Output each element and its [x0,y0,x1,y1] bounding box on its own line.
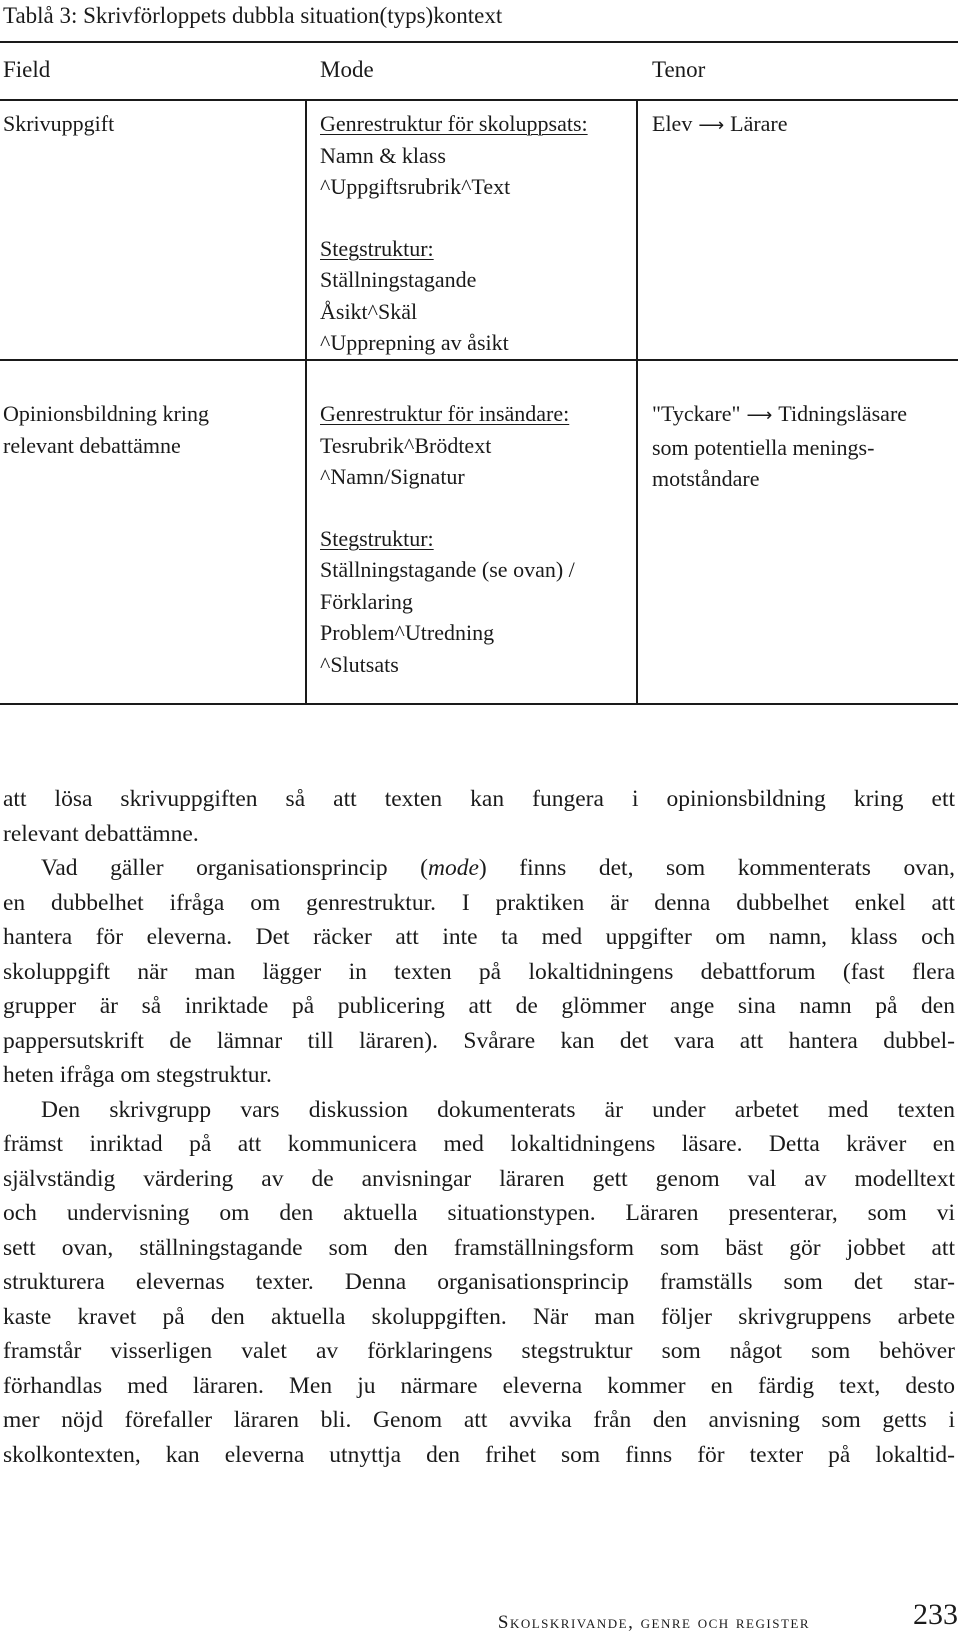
text-line: och undervisning om den aktuella situationstypen. Läraren presenterar, som vi [3,1200,955,1226]
genre-line: Namn & klass [320,142,446,168]
body-text [3,782,955,1472]
genre-structure-label: Genrestruktur för skoluppsats: [320,111,588,136]
step-line: Ställningstagande [320,267,477,292]
header-tenor: Tenor [652,57,706,82]
row2-field [3,398,209,461]
step-line: Åsikt^Skäl [320,298,418,324]
text-line: sett ovan, ställningstagande som den framställningsform som bäst gör jobbet att [3,1234,955,1261]
text-line: framstår visserligen valet av förklaringens stegstruktur som något som behöver [3,1338,955,1364]
genre-line: Tesrubrik^Brödtext [320,432,492,458]
step-structure-label: Stegstruktur: [320,235,434,261]
column-divider-tenor [636,99,638,705]
step-line: ^Upprepning av åsikt [320,330,509,355]
genre-line: ^Uppgiftsrubrik^Text [320,174,511,199]
table-top-rule [0,41,958,43]
header-rule [0,99,958,101]
genre-structure-label: Genrestruktur för insändare: [320,401,570,426]
row2-tenor [652,398,907,495]
row1-mode [320,108,588,359]
text-line: heten ifråga om stegstruktur. [3,1062,272,1088]
tenor-line: som potentiella menings- [652,434,875,460]
row1-field: Skrivuppgift [3,111,115,136]
step-structure-label: Stegstruktur: [320,525,434,551]
text-line: Den skrivgrupp vars diskussion dokumenterats är under arbetet med texten [41,1096,955,1123]
step-line: ^Slutsats [320,651,399,677]
text-line: relevant debattämne. [3,820,199,847]
text-line: kaste kravet på den aktuella skoluppgiften. När man följer skrivgruppens arbete [3,1303,955,1330]
text-line: främst inriktad på att kommunicera med lokaltidningens läsare. Detta kräver en [3,1131,955,1157]
header-field: Field [3,57,51,82]
text-line: självständig värdering av de anvisningar läraren gett genom val av modelltext [3,1165,955,1192]
step-line: Problem^Utredning [320,620,495,645]
text-line: Vad gäller organisationsprincip (mode) finns det, som kommenterats ovan, [41,855,955,881]
row-divider [0,359,958,361]
tenor-to: Tidningsläsare [778,401,908,426]
arrow-right-icon: ⟶ [698,115,725,136]
genre-line: ^Namn/Signatur [320,464,465,489]
emphasis-mode: mode [428,855,479,881]
page-number: 233 [913,1598,958,1631]
text-line: grupper är så inriktade på publicering att de glömmer ange sina namn på den [3,993,955,1019]
tenor-to: Lärare [730,111,788,136]
header-mode: Mode [320,57,374,82]
row1-tenor [652,108,788,142]
tenor-from: Elev [652,111,693,136]
text-line: skoluppgift när man lägger in texten på lokaltidningens debattforum (fast flera [3,958,955,985]
arrow-right-icon: ⟶ [746,405,773,426]
tenor-from: "Tyckare" [652,401,741,426]
tenor-line: motståndare [652,466,760,491]
table-caption: Tablå 3: Skrivförloppets dubbla situation(typs)kontext [3,3,503,28]
row2-mode [320,398,575,680]
table-bottom-rule [0,703,958,705]
running-title: Skolskrivande, genre och register [497,1612,810,1633]
text-line: pappersutskrift de lämnar till läraren). Svårare kan det vara att hantera dubbel- [3,1027,955,1054]
text-line: att lösa skrivuppgiften så att texten kan fungera i opinionsbildning kring ett [3,786,955,812]
text-line: hantera för eleverna. Det räcker att inte ta med uppgifter om namn, klass och [3,924,955,950]
text-line: strukturera elevernas texter. Denna organisationsprincip framställs som det star- [3,1269,955,1295]
field-line: Opinionsbildning kring [3,401,209,426]
text-line: mer nöjd förefaller läraren bli. Genom att avvika från den anvisning som getts i [3,1407,955,1433]
text-line: en dubbelhet ifråga om genrestruktur. I praktiken är denna dubbelhet enkel att [3,889,955,916]
text-line: skolkontexten, kan eleverna utnyttja den frihet som finns för texter på lokaltid- [3,1441,955,1468]
text-line: förhandlas med läraren. Men ju närmare eleverna kommer en färdig text, desto [3,1372,955,1399]
column-divider-mode [305,99,307,705]
step-line: Förklaring [320,588,413,614]
situation-context-table [0,0,960,720]
step-line: Ställningstagande (se ovan) / [320,557,575,582]
field-line: relevant debattämne [3,432,181,458]
